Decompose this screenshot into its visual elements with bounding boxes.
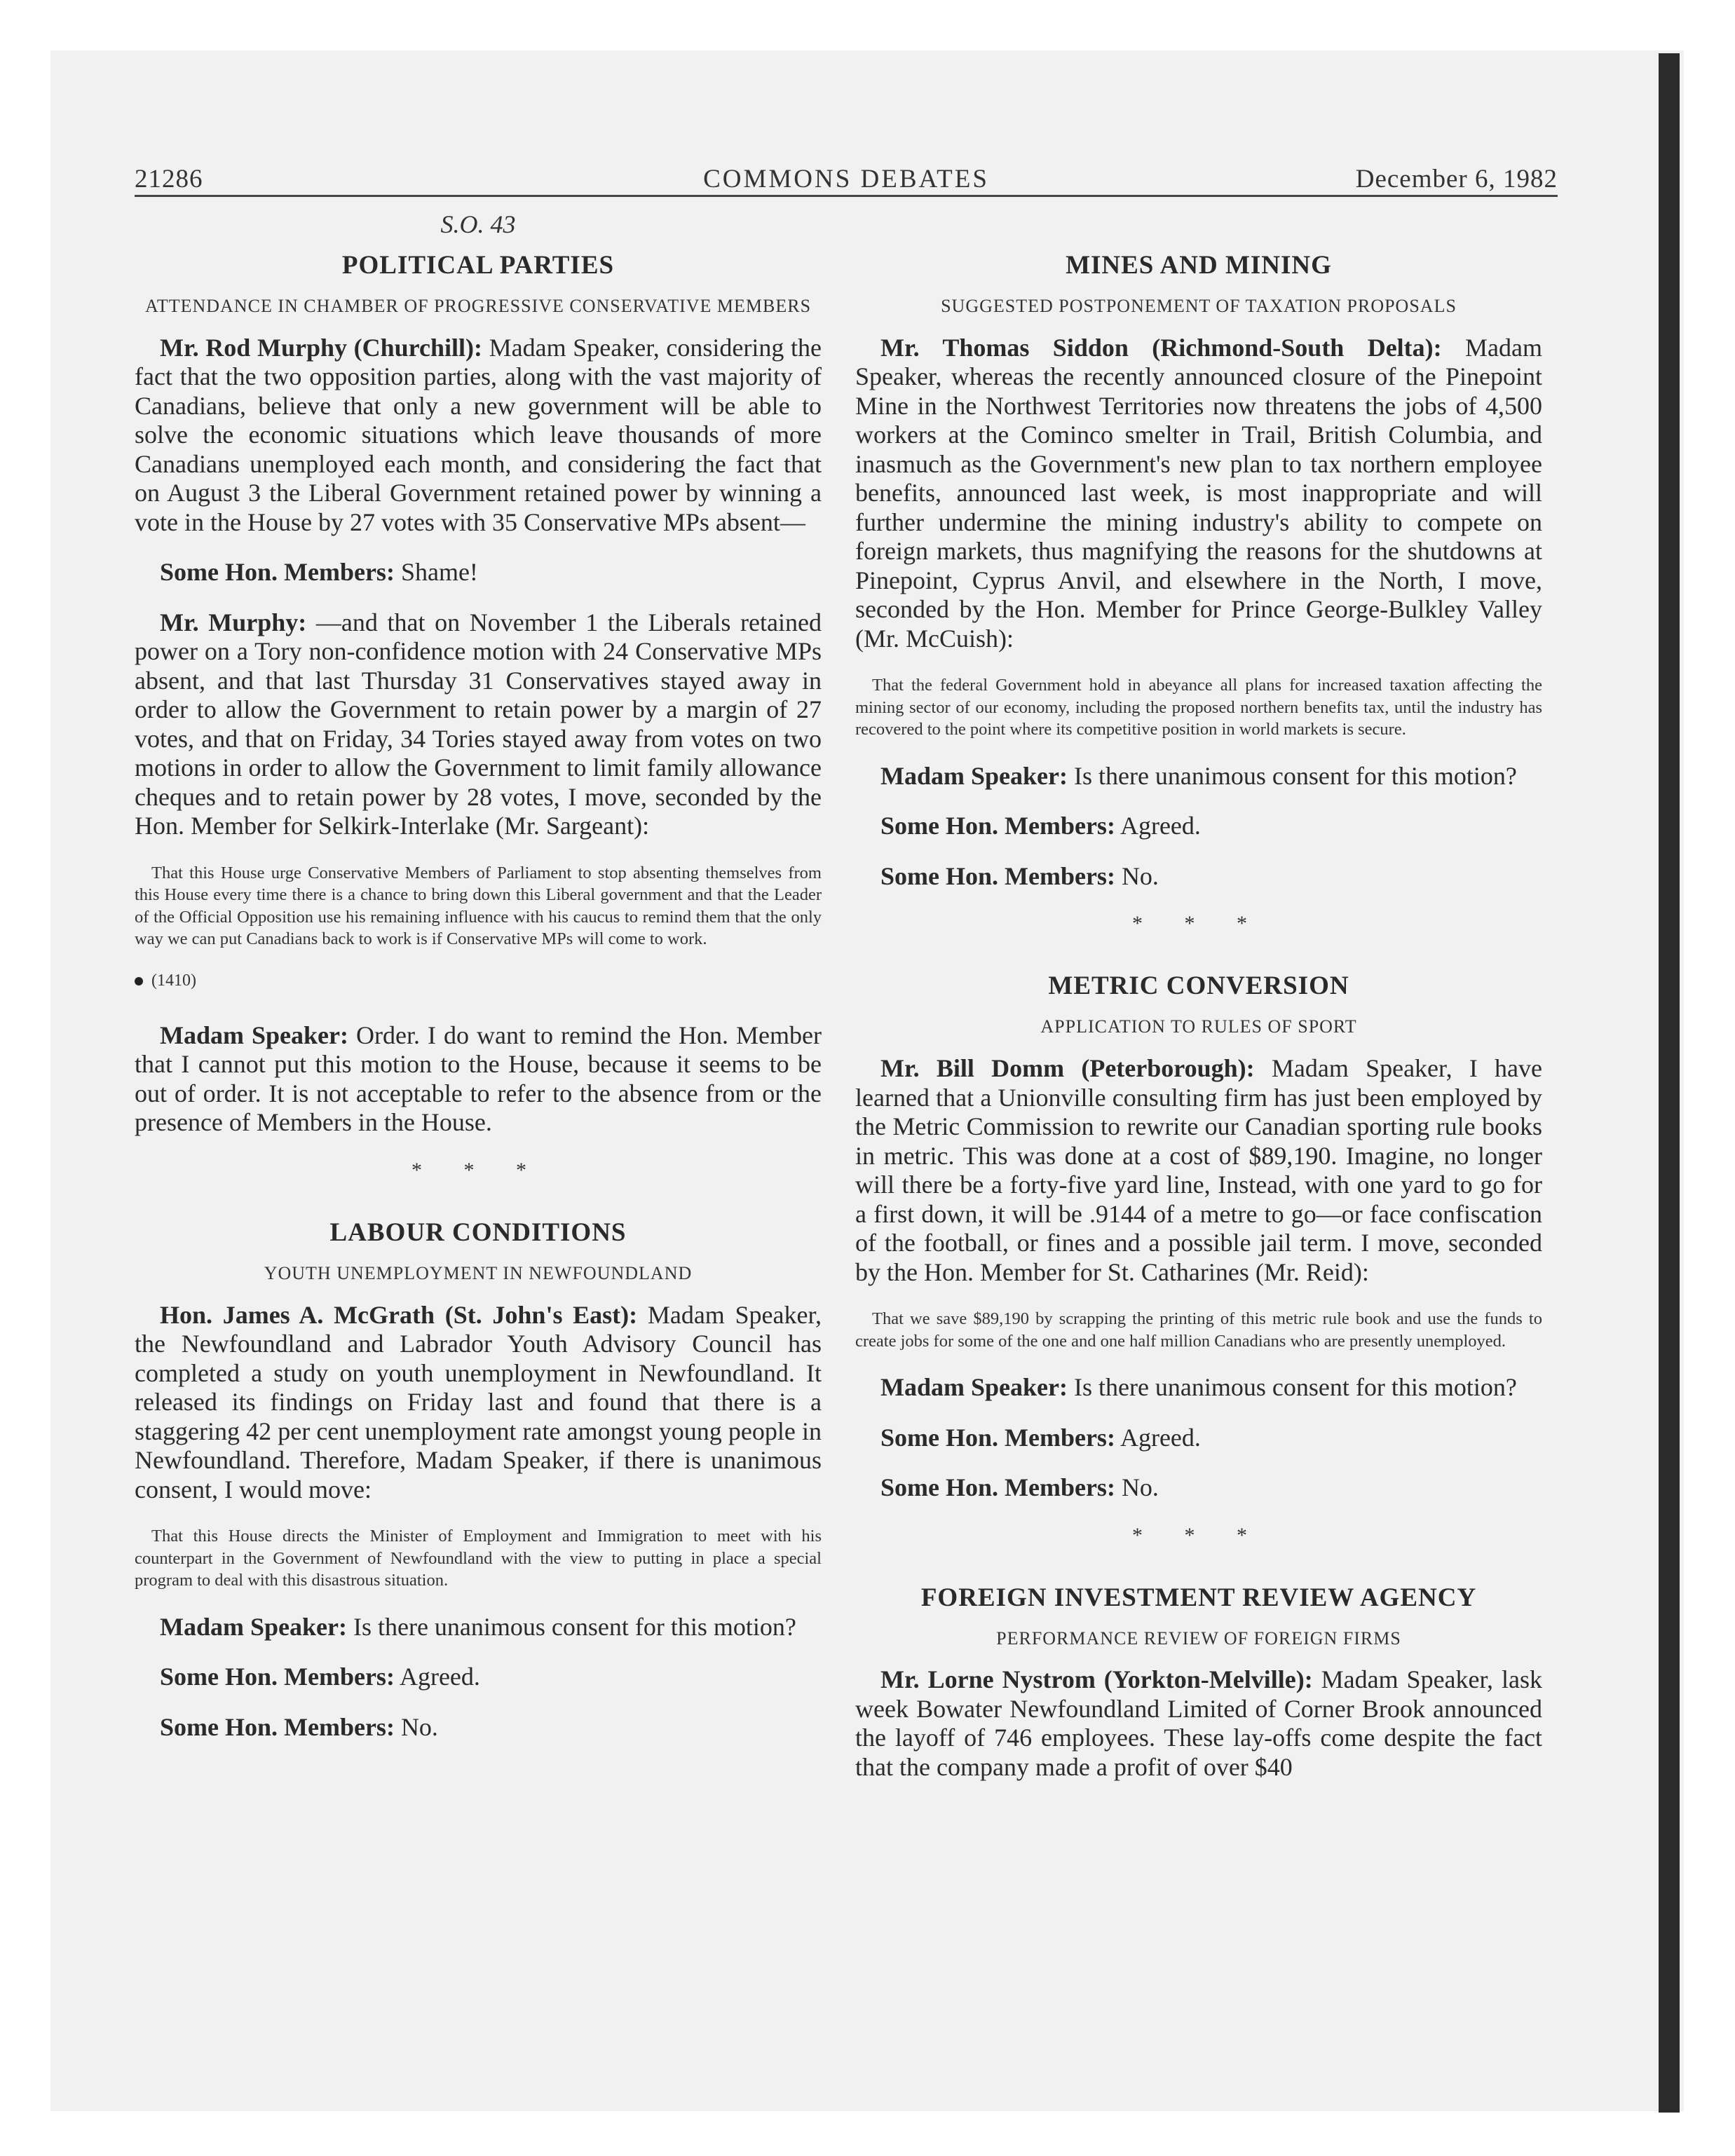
scan-edge-shadow xyxy=(1659,53,1680,2113)
speech-text: Agreed. xyxy=(1115,812,1201,840)
speech-paragraph xyxy=(135,558,822,587)
column-top-spacer xyxy=(855,200,1542,250)
publication-title: COMMONS DEBATES xyxy=(703,165,989,193)
section-heading-metric-conversion: METRIC CONVERSION xyxy=(1048,971,1349,1001)
section-subheading: YOUTH UNEMPLOYMENT IN NEWFOUNDLAND xyxy=(264,1262,693,1283)
time-marker xyxy=(135,971,822,990)
speech-paragraph xyxy=(855,812,1542,841)
speaker-name: Some Hon. Members: xyxy=(880,812,1115,840)
speech-paragraph xyxy=(855,1054,1542,1287)
section-heading-foreign-investment: FOREIGN INVESTMENT REVIEW AGENCY xyxy=(920,1583,1477,1612)
speech-paragraph xyxy=(855,1665,1542,1782)
speech-text: Madam Speaker, the Newfoundland and Labrador Youth Advisory Council has completed a study on youth unemployment in Newfoundland. It released its findings on Friday last and found that there is a staggering 42 per cent unemployment rate amongst young people in Newfoundland. Therefore, Madam Speaker, if there is unanimous consent, I would move: xyxy=(135,1300,822,1503)
speaker-name: Mr. Rod Murphy (Churchill): xyxy=(160,333,482,362)
speech-paragraph xyxy=(855,334,1542,654)
section-divider: * * * xyxy=(411,1158,545,1182)
speech-paragraph xyxy=(135,1613,822,1642)
speaker-name: Madam Speaker: xyxy=(880,1373,1068,1402)
speech-paragraph xyxy=(135,1663,822,1692)
speaker-name: Hon. James A. McGrath (St. John's East): xyxy=(160,1300,638,1329)
speaker-name: Madam Speaker: xyxy=(880,761,1068,790)
right-column xyxy=(855,200,1542,1803)
speech-text: Agreed. xyxy=(1115,1423,1201,1452)
speech-paragraph xyxy=(135,334,822,538)
section-subheading: ATTENDANCE IN CHAMBER OF PROGRESSIVE CONSERVATIVE MEMBERS xyxy=(144,296,812,316)
speech-text: Madam Speaker, lask week Bowater Newfoundland Limited of Corner Brook announced the layoff of 746 employees. These lay-offs come despite the fact that the company made a profit of over $40 xyxy=(855,1665,1542,1781)
speaker-name: Mr. Murphy: xyxy=(160,608,307,636)
section-subheading: SUGGESTED POSTPONEMENT OF TAXATION PROPOSALS xyxy=(941,296,1457,316)
speaker-name: Madam Speaker: xyxy=(160,1612,347,1641)
motion-text: That we save $89,190 by scrapping the printing of this metric rule book and use the funds to create jobs for some of the one and one half million Canadians who are presently unemployed. xyxy=(855,1309,1542,1351)
section-heading-political-parties: POLITICAL PARTIES xyxy=(341,251,615,280)
speaker-name: Some Hon. Members: xyxy=(160,1663,395,1691)
speaker-name: Mr. Lorne Nystrom (Yorkton-Melville): xyxy=(880,1665,1313,1694)
section-divider: * * * xyxy=(1132,912,1265,936)
section-heading-mines-and-mining: MINES AND MINING xyxy=(1066,251,1332,280)
section-heading-labour-conditions: LABOUR CONDITIONS xyxy=(329,1217,627,1247)
section-subheading: APPLICATION TO RULES OF SPORT xyxy=(1040,1016,1357,1037)
speaker-name: Some Hon. Members: xyxy=(160,558,395,587)
speaker-name: Some Hon. Members: xyxy=(880,1423,1115,1452)
speaker-name: Some Hon. Members: xyxy=(160,1712,395,1741)
left-column xyxy=(135,200,822,1763)
speaker-name: Mr. Bill Domm (Peterborough): xyxy=(880,1054,1255,1083)
speech-paragraph xyxy=(855,1473,1542,1503)
speech-text: Shame! xyxy=(394,558,478,587)
speech-paragraph xyxy=(855,762,1542,791)
speech-text: Agreed. xyxy=(394,1663,480,1691)
speech-paragraph xyxy=(135,1301,822,1505)
speech-text: No. xyxy=(394,1712,438,1741)
page-date: December 6, 1982 xyxy=(1355,165,1558,193)
speaker-name: Some Hon. Members: xyxy=(880,1473,1115,1502)
motion-text: That this House urge Conservative Members of Parliament to stop absenting themselves from this House every time there is a chance to bring down this Liberal government and that the Leader of the Official Opposition use his remaining influence with his caucus to remind them that the only way we can put Canadians back to work is if Conservative MPs will come to work. xyxy=(135,863,822,949)
section-subheading: PERFORMANCE REVIEW OF FOREIGN FIRMS xyxy=(996,1628,1401,1649)
speech-text: Is there unanimous consent for this motion? xyxy=(346,1612,796,1641)
page-number: 21286 xyxy=(135,165,203,193)
motion-text: That the federal Government hold in abeyance all plans for increased taxation affecting the mining sector of our economy, including the proposed northern benefits tax, until the industry has recovered to the point where its competitive position in world markets is secure. xyxy=(855,676,1542,739)
speech-paragraph xyxy=(855,1424,1542,1453)
section-divider: * * * xyxy=(1132,1523,1265,1547)
speech-text: Is there unanimous consent for this motion? xyxy=(1067,761,1517,790)
page-header xyxy=(135,160,1558,197)
speech-text: No. xyxy=(1115,1473,1159,1502)
standing-order-label: S.O. 43 xyxy=(440,210,516,238)
bullet-icon xyxy=(135,977,143,985)
speech-paragraph xyxy=(135,1021,822,1138)
speech-text: Madam Speaker, I have learned that a Unionville consulting firm has just been employed by the Metric Commission to rewrite our Canadian sporting rule books in metric. This was done at a cost of $89,190. Imagine, no longer will there be a forty-five yard line, Instead, with one yard to go for a first down, it will be .9144 of a metre to go—or face confiscation of the football, or fines and a possible jail term. I move, seconded by the Hon. Member for St. Catharines (Mr. Reid): xyxy=(855,1054,1543,1286)
speech-text: —and that on November 1 the Liberals retained power on a Tory non-confidence motion with 24 Conservative MPs absent, and that last Thursday 31 Conservatives stayed away in order to allow the Government to retain power by a margin of 27 votes, and that on Friday, 34 Tories stayed away from votes on two motions in order to allow the Government to limit family allowance cheques and to retain power by 28 votes, I move, seconded by the Hon. Member for Selkirk-Interlake (Mr. Sargeant): xyxy=(135,608,822,840)
motion-text: That this House directs the Minister of Employment and Immigration to meet with his counterpart in the Government of Newfoundland with the view to putting in place a special program to deal with this disastrous situation. xyxy=(135,1527,822,1590)
speaker-name: Mr. Thomas Siddon (Richmond-South Delta): xyxy=(880,333,1442,362)
speech-text: No. xyxy=(1115,861,1159,890)
speech-text: Is there unanimous consent for this motion? xyxy=(1067,1373,1517,1402)
speech-paragraph xyxy=(855,1373,1542,1403)
speech-text: Madam Speaker, whereas the recently announced closure of the Pinepoint Mine in the Northwest Territories now threatens the jobs of 4,500 workers at the Cominco smelter in Trail, British Columbia, and inasmuch as the Government's new plan to tax northern employee benefits, announced last week, is most inappropriate and will further undermine the mining industry's ability to compete on foreign markets, thus magnifying the reasons for the shutdowns at Pinepoint, Cyprus Anvil, and elsewhere in the North, I move, seconded by the Hon. Member for Prince George-Bulkley Valley (Mr. McCuish): xyxy=(855,333,1543,653)
time-stamp: (1410) xyxy=(151,971,196,990)
speech-paragraph xyxy=(855,862,1542,892)
speech-text: Order. I do want to remind the Hon. Member that I cannot put this motion to the House, because it seems to be out of order. It is not acceptable to refer to the absence from or the presence of Members in the House. xyxy=(135,1021,822,1137)
speech-paragraph xyxy=(135,608,822,841)
speaker-name: Some Hon. Members: xyxy=(880,861,1115,890)
speech-paragraph xyxy=(135,1713,822,1742)
speaker-name: Madam Speaker: xyxy=(160,1021,348,1049)
speech-text: Madam Speaker, considering the fact that the two opposition parties, along with the vast majority of Canadians, believe that only a new government will be able to solve the economic situations which leave thousands of more Canadians unemployed each month, and considering the fact that on August 3 the Liberal Government retained power by winning a vote in the House by 27 votes with 35 Conservative MPs absent— xyxy=(135,333,822,536)
